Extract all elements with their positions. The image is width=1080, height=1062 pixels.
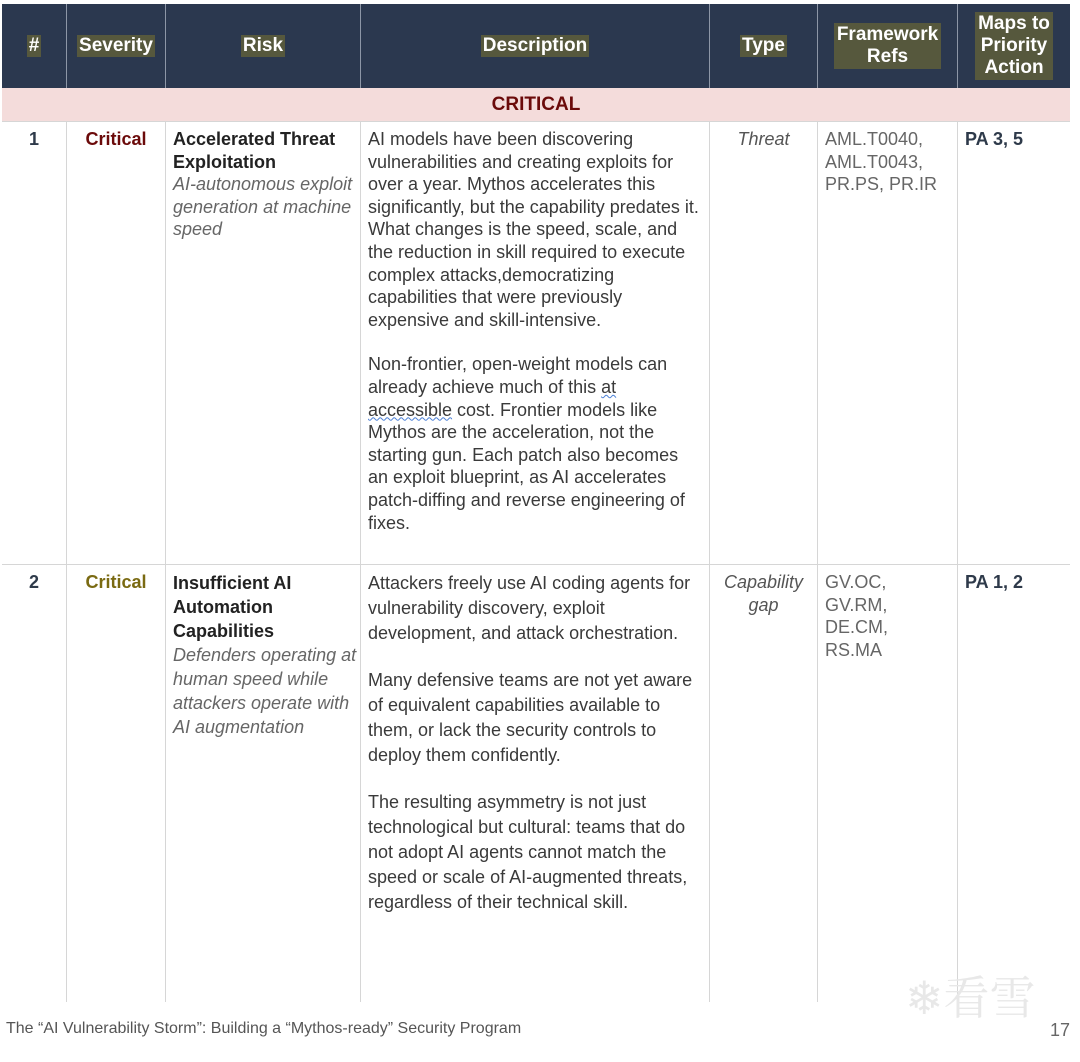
section-band-critical: CRITICAL [2,88,1070,122]
description-paragraph: Non-frontier, open-weight models can already achieve much of this at accessible cost. Frontier models like Mythos are the acceleration, not the starting gun. Each patch also becomes an exploit blueprint, as AI accelerates patch-diffing and reverse engineering of fixes. [368,354,685,533]
priority-action-cell: PA 3, 5 [965,129,1024,149]
row-number: 1 [2,122,67,564]
description-cell [361,565,710,1002]
header-num: # [2,4,67,88]
description-paragraph: AI models have been discovering vulnerabilities and creating exploits for over a year. Mythos accelerates this significantly, but the capability predates it. What changes is the speed, scale, and the reduction in skill required to execute complex attacks,democratizing capabilities that were previously expensive and skill-intensive. [368,129,699,330]
risk-title: Insufficient AI Automation Capabilities [173,573,292,641]
description-paragraph: The resulting asymmetry is not just technological but cultural: teams that do not adopt AI agents cannot match the speed or scale of AI-augmented threats, regardless of their technical skill. [368,792,688,912]
description-paragraph: Attackers freely use AI coding agents for vulnerability discovery, exploit development, and attack orchestration. [368,573,691,643]
watermark-text: 看雪 [943,972,1036,1024]
description-paragraph: Many defensive teams are not yet aware of equivalent capabilities available to them, or lack the security controls to deploy them confidently. [368,670,693,765]
description-cell [361,122,710,564]
priority-action-cell: PA 1, 2 [965,572,1024,592]
snowflake-icon: ❄ [905,972,944,1024]
header-risk: Risk [166,4,361,88]
risk-cell [166,565,361,1002]
header-framework-refs: Framework Refs [818,4,958,88]
footer-title: The “AI Vulnerability Storm”: Building a “Mythos-ready” Security Program [6,1020,522,1037]
page-number: 17 [1049,1020,1070,1040]
risk-cell [166,122,361,564]
watermark [905,972,1036,1024]
spellcheck-flag: at accessible [368,376,617,420]
risk-subtitle: AI-autonomous exploit generation at machine speed [173,174,353,240]
row-number: 2 [2,565,67,1002]
severity-label: Critical [67,122,166,564]
header-severity: Severity [67,4,166,88]
framework-refs-cell: AML.T0040, AML.T0043, PR.PS, PR.IR [818,122,958,564]
risk-title: Accelerated Threat Exploitation [173,129,336,172]
table-row [2,565,1070,1002]
type-cell: Threat [710,122,818,564]
framework-refs-cell: GV.OC, GV.RM, DE.CM, RS.MA [818,565,958,1002]
table-header [2,4,1070,88]
type-cell: Capability gap [710,565,818,1002]
header-description: Description [361,4,710,88]
risk-subtitle: Defenders operating at human speed while attackers operate with AI augmentation [173,645,357,737]
table-row [2,122,1070,565]
severity-label: Critical [67,565,166,1002]
header-type: Type [710,4,818,88]
risk-table [2,4,1070,1002]
header-priority-action: Maps to Priority Action [958,4,1070,88]
